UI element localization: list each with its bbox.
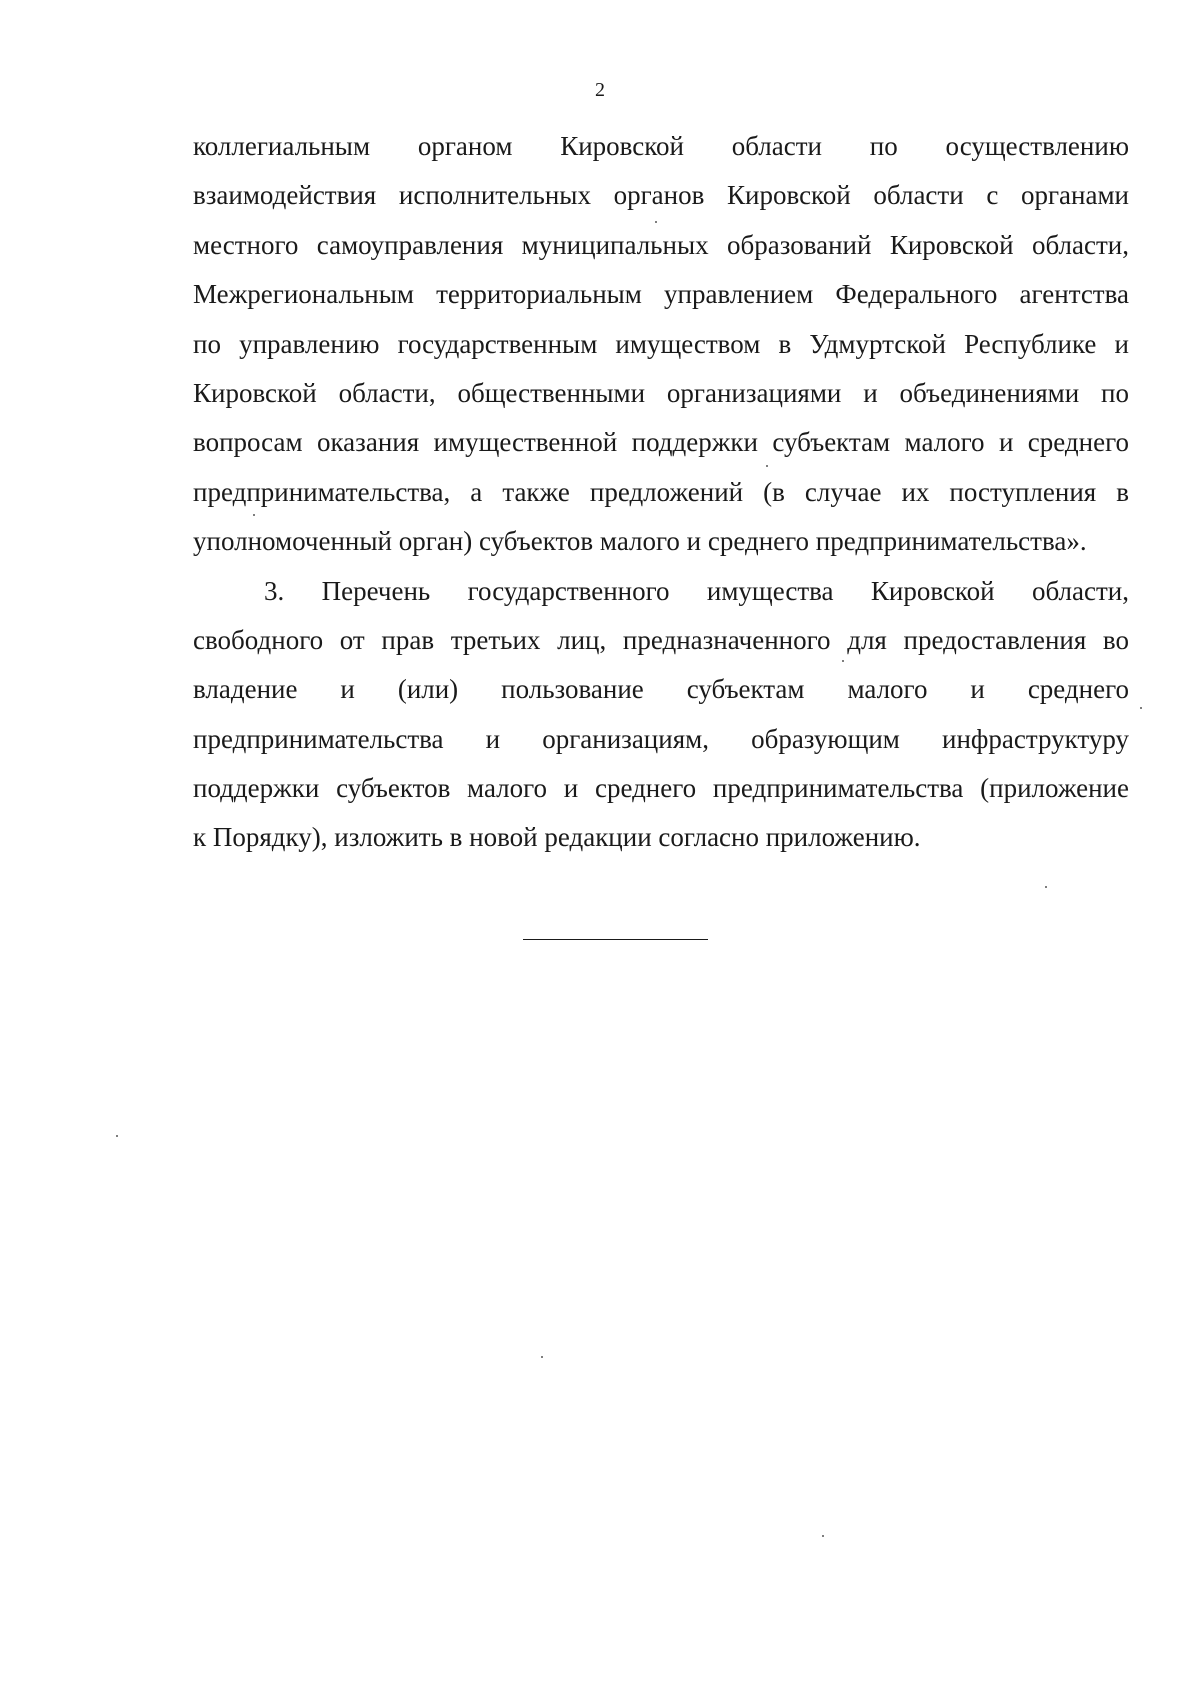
paragraph-line: коллегиальным органом Кировской области по осуществлению <box>193 131 1129 161</box>
document-body <box>193 122 1129 863</box>
scan-speck <box>116 1135 118 1137</box>
scan-speck <box>766 465 768 467</box>
paragraph-line: по управлению государственным имуществом в Удмуртской Республике и <box>193 328 1129 359</box>
paragraph-line: к Порядку), изложить в новой редакции согласно приложению. <box>193 822 921 853</box>
paragraph-line: уполномоченный орган) субъектов малого и среднего предпринимательства». <box>193 526 1087 557</box>
scan-speck <box>655 221 657 223</box>
paragraph-line: местного самоуправления муниципальных образований Кировской области, <box>193 229 1129 260</box>
paragraph-line: вопросам оказания имущественной поддержки субъектам малого и среднего <box>193 427 1129 458</box>
scan-speck <box>541 1356 543 1358</box>
paragraph-line: поддержки субъектов малого и среднего предпринимательства (приложение <box>193 773 1129 804</box>
paragraph-line: владение и (или) пользование субъектам малого и среднего <box>193 674 1129 705</box>
scan-speck <box>1045 886 1047 888</box>
paragraph-line: взаимодействия исполнительных органов Кировской области с органами <box>193 180 1129 211</box>
scan-speck <box>1140 707 1142 709</box>
scan-speck <box>842 660 844 662</box>
scan-speck <box>822 1535 824 1537</box>
paragraph-line: Межрегиональным территориальным управлением Федерального агентства <box>193 279 1129 310</box>
paragraph-line: свободного от прав третьих лиц, предназначенного для предоставления во <box>193 624 1129 655</box>
paragraph-line: Кировской области, общественными организациями и объединениями по <box>193 377 1129 408</box>
paragraph-line: 3. Перечень государственного имущества Кировской области, <box>264 575 1129 606</box>
end-separator-line <box>523 939 708 940</box>
page-number: 2 <box>595 79 605 101</box>
scan-speck <box>253 514 255 516</box>
paragraph-line: предпринимательства и организациям, образующим инфраструктуру <box>193 723 1129 754</box>
paragraph-line: предпринимательства, а также предложений (в случае их поступления в <box>193 476 1129 507</box>
